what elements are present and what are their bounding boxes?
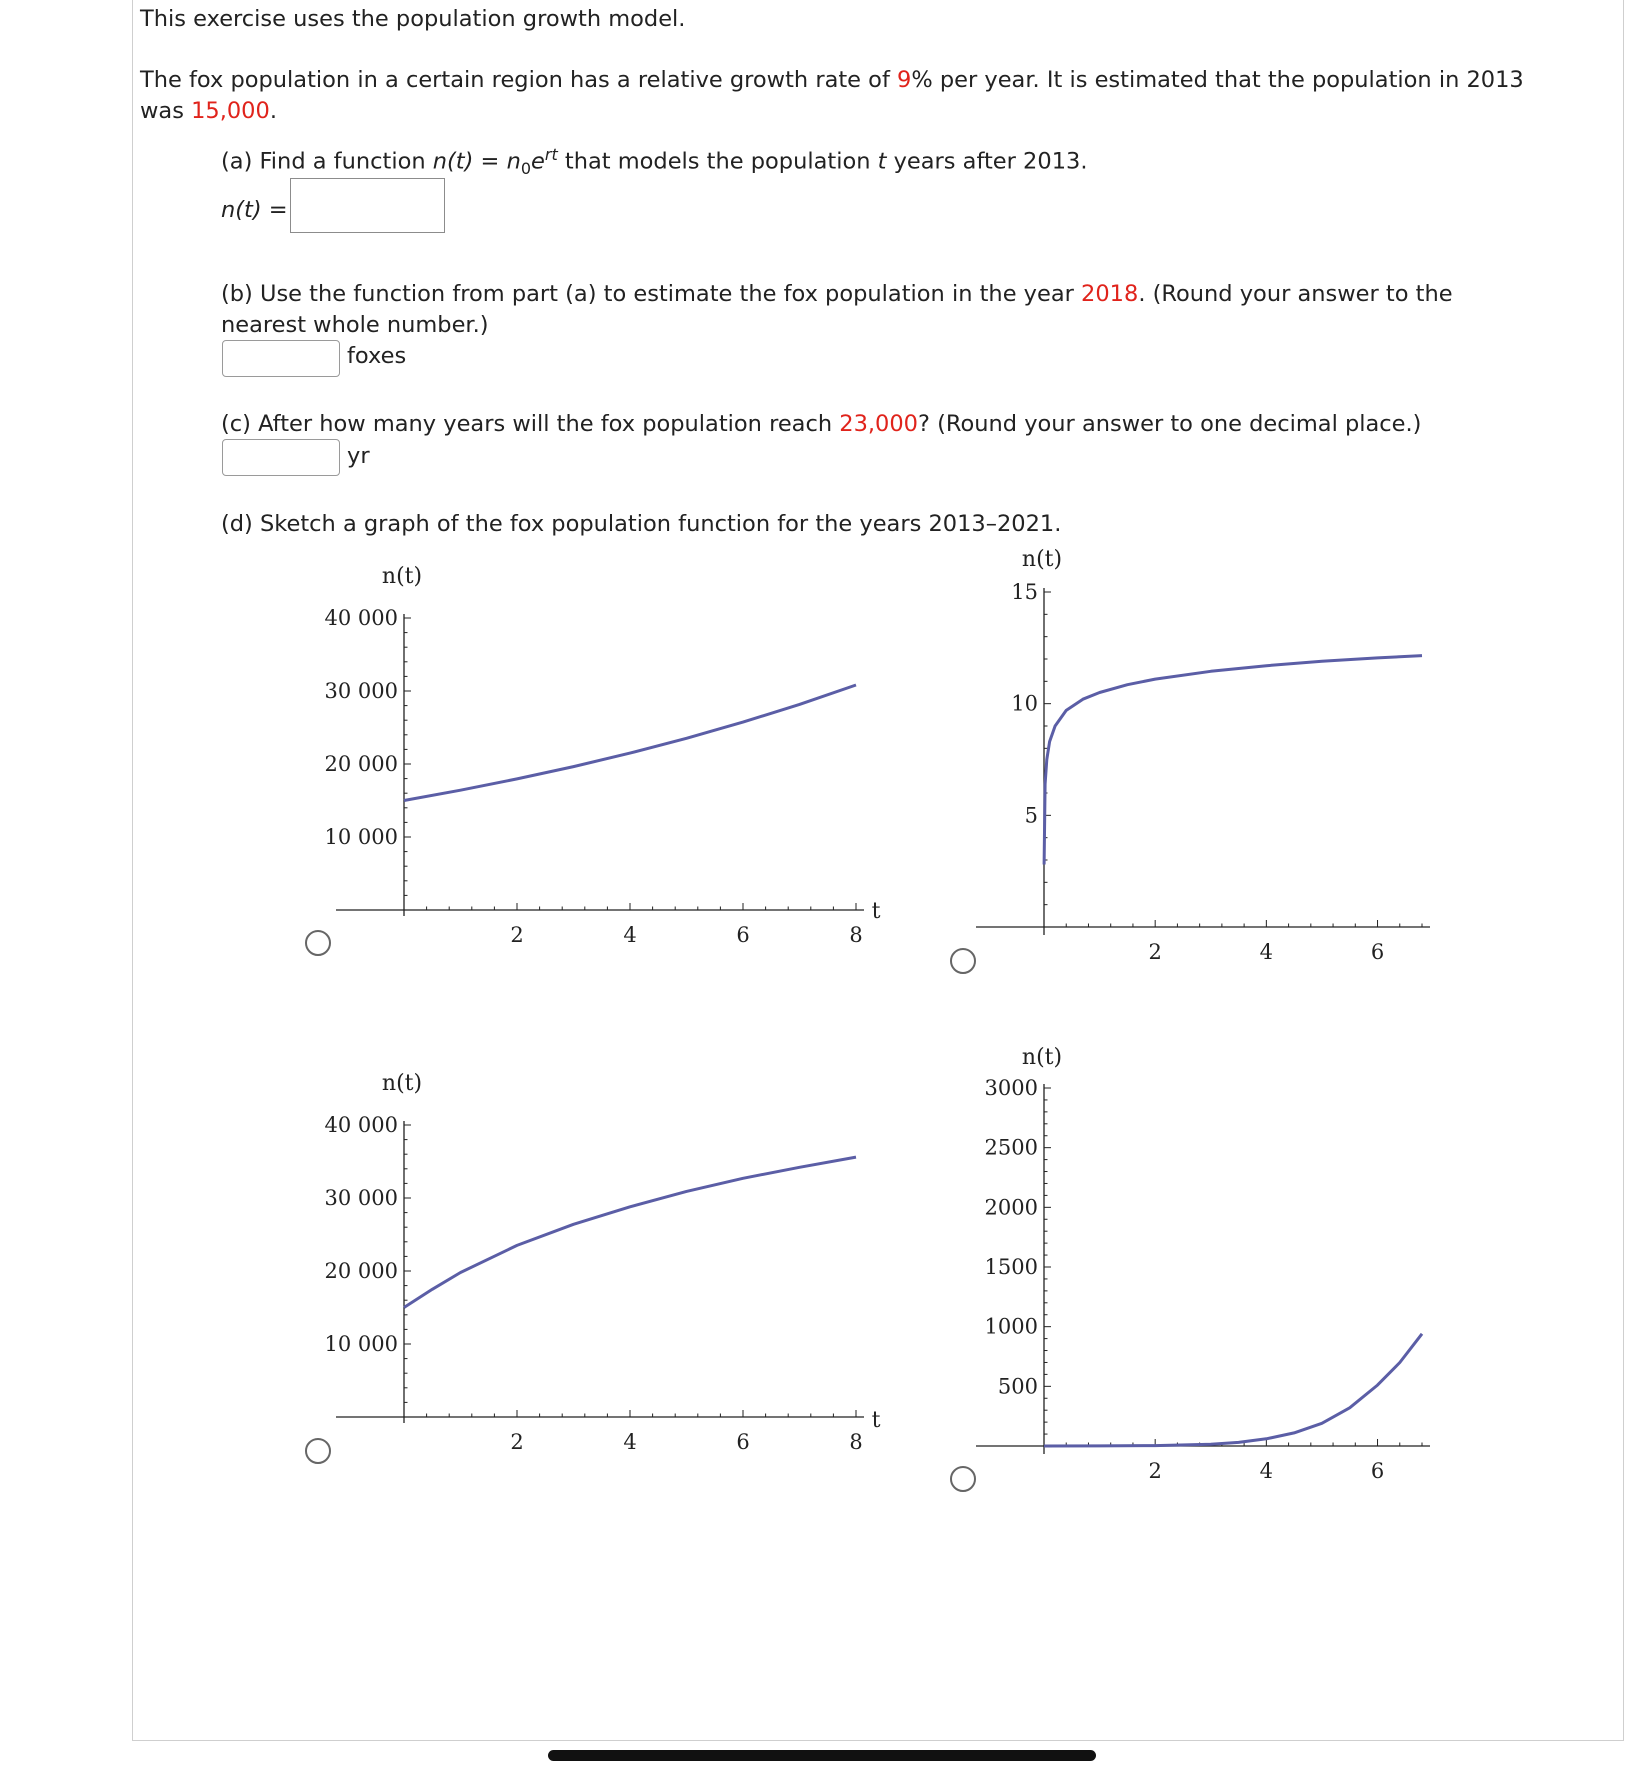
y-tick-label: 20 000 [324, 752, 398, 776]
y-axis-label: n(t) [1021, 1045, 1063, 1070]
x-tick-label: 2 [1148, 940, 1162, 964]
radio-option-4[interactable] [950, 1466, 976, 1492]
y-axis-label: n(t) [1021, 547, 1063, 572]
part-c-post: ? (Round your answer to one decimal place.) [917, 411, 1422, 437]
problem-line1-pre: The fox population in a certain region has a relative growth rate of [140, 67, 898, 93]
y-tick-label: 10 [1011, 691, 1038, 716]
problem-line1-post: % per year. It is estimated that the population in 2013 [911, 67, 1524, 93]
y-tick-label: 30 000 [324, 1186, 398, 1210]
x-tick-label: 6 [1370, 940, 1385, 964]
x-tick-label: 6 [736, 1430, 750, 1454]
population-curve [404, 685, 856, 801]
y-tick-label: 30 000 [324, 679, 398, 703]
part-b-prompt-line2: nearest whole number.) [221, 312, 489, 338]
part-a-answer-label [221, 193, 288, 227]
part-a-post: years after 2013. [886, 148, 1088, 175]
home-indicator [548, 1750, 1096, 1761]
x-tick-label: 4 [1259, 940, 1274, 964]
y-tick-label: 15 [1011, 580, 1038, 604]
part-a-pre: (a) Find a function [221, 148, 433, 175]
part-a-eq: = [473, 148, 507, 175]
population-curve [404, 1157, 856, 1307]
y-axis-label: n(t) [381, 1071, 423, 1096]
radio-option-2[interactable] [950, 948, 976, 974]
part-a-n0: n [506, 148, 521, 175]
answer-func: n(t) [221, 197, 262, 223]
x-tick-label: 6 [736, 923, 750, 947]
answer-eq: = [261, 197, 288, 223]
y-tick-label: 500 [997, 1374, 1038, 1399]
growth-rate: 9 [897, 67, 912, 93]
part-b-pre: (b) Use the function from part (a) to estimate the fox population in the year [221, 281, 1082, 307]
problem-line2-pre: was [140, 98, 192, 124]
part-a-t: t [877, 148, 887, 175]
y-axis-label: n(t) [381, 564, 423, 589]
x-tick-label: 2 [1148, 1459, 1162, 1483]
y-tick-label: 40 000 [324, 606, 398, 630]
part-a-n0-sub: 0 [520, 159, 532, 178]
part-c-pre: (c) After how many years will the fox population reach [221, 411, 840, 437]
problem-statement [140, 63, 1524, 97]
graph-option-3 [320, 1065, 900, 1465]
part-a-e: e [531, 148, 545, 175]
y-tick-label: 2000 [984, 1195, 1038, 1220]
y-tick-label: 2500 [984, 1135, 1038, 1160]
x-tick-label: 4 [623, 923, 637, 947]
x-tick-label: 4 [1259, 1459, 1274, 1483]
x-tick-label: 2 [510, 923, 524, 947]
part-b-post: . (Round your answer to the [1138, 281, 1453, 307]
x-axis-label: t [871, 899, 881, 924]
y-tick-label: 10 000 [324, 825, 398, 849]
y-tick-label: 10 000 [324, 1332, 398, 1356]
x-axis-label: t [871, 1408, 881, 1433]
radio-option-1[interactable] [305, 930, 331, 956]
problem-line2-post: . [269, 98, 277, 124]
population-curve [1044, 1334, 1422, 1446]
graph-option-2 [970, 540, 1430, 970]
intro-text: This exercise uses the population growth model. [140, 6, 686, 32]
graph-option-1 [320, 558, 900, 958]
y-tick-label: 20 000 [324, 1259, 398, 1283]
part-d-prompt: (d) Sketch a graph of the fox population function for the years 2013–2021. [221, 511, 1062, 537]
y-tick-label: 1500 [984, 1255, 1038, 1279]
x-tick-label: 6 [1370, 1459, 1385, 1483]
x-tick-label: 8 [849, 923, 863, 947]
target-population: 23,000 [839, 411, 918, 437]
part-a-exp: rt [544, 145, 558, 164]
part-a-func: n(t) [432, 148, 474, 175]
x-tick-label: 4 [623, 1430, 637, 1454]
part-b-prompt [221, 277, 1453, 311]
problem-statement-line2 [140, 94, 277, 128]
population-curve [1044, 656, 1422, 865]
function-answer-input[interactable] [290, 178, 445, 233]
y-tick-label: 3000 [984, 1076, 1038, 1100]
y-tick-label: 1000 [984, 1314, 1038, 1339]
years-answer-input[interactable] [222, 439, 340, 476]
x-tick-label: 8 [849, 1430, 863, 1454]
target-year: 2018 [1081, 281, 1139, 307]
foxes-unit: foxes [347, 343, 407, 369]
graph-option-4 [970, 1038, 1430, 1498]
part-c-prompt [221, 407, 1421, 441]
years-unit: yr [347, 443, 370, 469]
initial-population: 15,000 [191, 98, 270, 124]
y-tick-label: 40 000 [324, 1113, 398, 1137]
radio-option-3[interactable] [305, 1438, 331, 1464]
x-tick-label: 2 [510, 1430, 524, 1454]
part-a-mid: that models the population [557, 148, 878, 175]
y-tick-label: 5 [1024, 803, 1038, 828]
population-answer-input[interactable] [222, 340, 340, 377]
